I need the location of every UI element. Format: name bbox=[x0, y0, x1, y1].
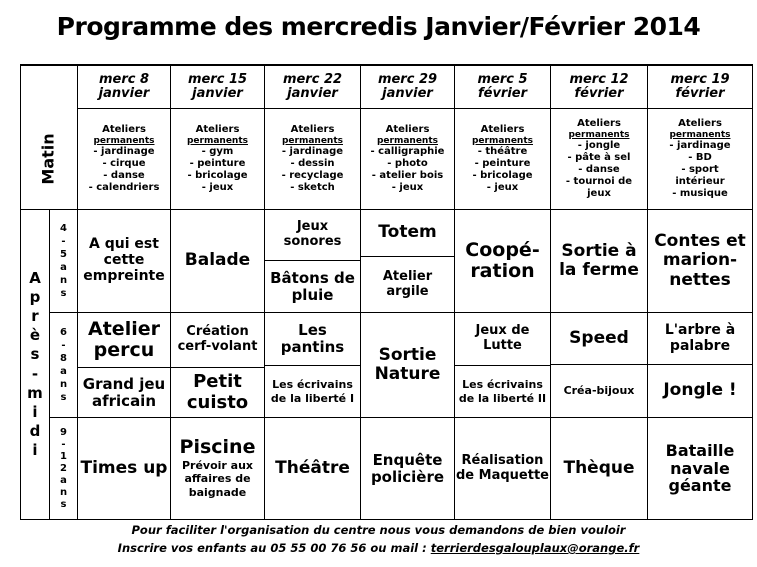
age-label-6-8 bbox=[50, 313, 77, 417]
label-char: a bbox=[60, 474, 67, 486]
header-day: merc 15 bbox=[187, 72, 248, 88]
activity-item: - dessin bbox=[290, 158, 335, 170]
activity-cell: Times up bbox=[80, 457, 168, 478]
label-char: - bbox=[31, 364, 39, 383]
activity-cell: Les pantins bbox=[280, 321, 345, 356]
activity-note: Prévoir aux affaires de baignade bbox=[181, 458, 254, 499]
activity-cell: Totem bbox=[378, 222, 437, 243]
activity-cell: Les écrivains de la liberté I bbox=[270, 378, 355, 405]
activity-title: Piscine bbox=[179, 436, 256, 459]
activity-item: - peinture bbox=[474, 158, 531, 170]
permanents-label: permanents bbox=[281, 135, 343, 146]
activity-item: - jeux bbox=[391, 182, 424, 194]
column-header bbox=[361, 66, 454, 108]
ateliers-label: Ateliers bbox=[678, 117, 722, 129]
label-char: è bbox=[29, 326, 41, 345]
grid-line bbox=[752, 64, 753, 520]
activity-cell: Jeux de Lutte bbox=[475, 323, 530, 353]
activity-cell: L'arbre à palabre bbox=[664, 321, 736, 354]
age-label-9-12 bbox=[50, 418, 77, 519]
activity-cell: Enquête policière bbox=[370, 450, 445, 486]
activity-item: - cirque bbox=[102, 158, 146, 170]
label-char: d bbox=[29, 422, 41, 441]
header-day: merc 5 bbox=[477, 72, 528, 88]
label-char: s bbox=[60, 498, 67, 510]
activity-cell: Bâtons de pluie bbox=[270, 268, 355, 304]
label-char: - bbox=[61, 340, 66, 351]
activity-item: - gym bbox=[201, 146, 234, 158]
label-char: A bbox=[29, 268, 41, 287]
label-char: - bbox=[61, 236, 66, 247]
ateliers-label: Ateliers bbox=[480, 123, 525, 135]
activity-item: - sketch bbox=[290, 182, 335, 194]
label-char: s bbox=[30, 345, 40, 364]
activity-item: - danse bbox=[103, 170, 145, 182]
activity-cell: Contes et marion-nettes bbox=[654, 231, 746, 290]
header-month: février bbox=[675, 86, 725, 101]
matin-cell bbox=[171, 109, 264, 209]
activity-cell: Balade bbox=[184, 250, 251, 271]
matin-cell bbox=[648, 109, 752, 209]
activity-item: - théâtre bbox=[477, 146, 528, 158]
activity-cell: Théâtre bbox=[275, 457, 350, 478]
matin-cell bbox=[455, 109, 550, 209]
label-char: 4 bbox=[60, 223, 67, 234]
activity-item: intérieur bbox=[675, 176, 725, 188]
email-link[interactable]: terrierdesgalouplaux@orange.fr bbox=[430, 541, 640, 555]
label-char: i bbox=[32, 441, 38, 460]
column-header bbox=[78, 66, 170, 108]
header-month: janvier bbox=[192, 86, 243, 101]
activity-cell: Coopé-ration bbox=[465, 238, 540, 282]
label-char: n bbox=[59, 275, 68, 286]
label-char: i bbox=[32, 402, 38, 421]
activity-cell: Petit cuisto bbox=[186, 371, 249, 413]
age-label-4-5 bbox=[50, 210, 77, 312]
grid-line bbox=[20, 519, 753, 520]
activity-cell: Sortie Nature bbox=[374, 344, 441, 384]
activity-cell: Création cerf-volant bbox=[177, 324, 258, 354]
activity-item: - calendriers bbox=[88, 182, 160, 194]
activity-cell bbox=[171, 418, 264, 519]
page-title: Programme des mercredis Janvier/Février 2014 bbox=[56, 12, 701, 41]
label-char: m bbox=[27, 383, 43, 402]
ateliers-label: Ateliers bbox=[195, 123, 240, 135]
matin-cell bbox=[265, 109, 360, 209]
matin-label bbox=[21, 109, 77, 209]
activity-cell: Les écrivains de la liberté II bbox=[458, 378, 547, 405]
ateliers-label: Ateliers bbox=[385, 123, 430, 135]
header-month: janvier bbox=[382, 86, 433, 101]
activity-item: - musique bbox=[672, 188, 728, 200]
apres-midi-label bbox=[21, 210, 49, 519]
activity-cell: A qui est cette empreinte bbox=[83, 236, 165, 284]
column-header bbox=[265, 66, 360, 108]
activity-item: - jardinage bbox=[93, 146, 155, 158]
ateliers-label: Ateliers bbox=[577, 117, 621, 129]
permanents-label: permanents bbox=[568, 129, 630, 140]
permanents-label: permanents bbox=[376, 135, 438, 146]
activity-item: jeux bbox=[587, 188, 611, 200]
label-char: 8 bbox=[60, 353, 67, 364]
activity-item: - tournoi de bbox=[565, 176, 633, 188]
activity-cell: Sortie à la ferme bbox=[559, 240, 639, 280]
label-char: a bbox=[60, 262, 67, 273]
label-char: - bbox=[61, 438, 66, 450]
ateliers-label: Ateliers bbox=[290, 123, 335, 135]
ateliers-label: Ateliers bbox=[102, 123, 146, 135]
label-char: 2 bbox=[60, 462, 67, 474]
permanents-label: permanents bbox=[93, 135, 155, 146]
label-char: 5 bbox=[60, 249, 67, 260]
activity-item: - bricolage bbox=[472, 170, 533, 182]
activity-item: - sport bbox=[681, 164, 719, 176]
footer-phone-text: Inscrire vos enfants au 05 55 00 76 56 ou mail : bbox=[117, 541, 431, 555]
activity-item: - jongle bbox=[577, 140, 621, 152]
permanents-label: permanents bbox=[471, 135, 533, 146]
header-day: merc 8 bbox=[98, 72, 150, 88]
header-day: merc 19 bbox=[670, 72, 730, 88]
activity-item: - jeux bbox=[201, 182, 234, 194]
label-char: s bbox=[60, 392, 67, 403]
activity-cell: Réalisation de Maquette bbox=[456, 452, 549, 483]
activity-cell: Atelier percu bbox=[88, 317, 160, 361]
column-header bbox=[455, 66, 550, 108]
header-day: merc 22 bbox=[282, 72, 343, 88]
activity-item: - BD bbox=[688, 152, 712, 164]
activity-item: - peinture bbox=[189, 158, 246, 170]
label-char: 6 bbox=[60, 327, 67, 338]
header-month: janvier bbox=[287, 86, 338, 101]
footer-line-1: Pour faciliter l'organisation du centre nous vous demandons de bien vouloir bbox=[131, 523, 626, 537]
label-char: n bbox=[59, 379, 68, 390]
matin-cell bbox=[361, 109, 454, 209]
activity-item: - recyclage bbox=[281, 170, 344, 182]
permanents-label: permanents bbox=[186, 135, 248, 146]
column-header bbox=[648, 66, 752, 108]
label-char: r bbox=[31, 306, 39, 325]
header-day: merc 12 bbox=[569, 72, 629, 88]
header-month: janvier bbox=[98, 86, 150, 101]
header-month: février bbox=[574, 86, 624, 101]
label-char: 9 bbox=[60, 426, 67, 438]
activity-item: - jeux bbox=[486, 182, 519, 194]
label-char: s bbox=[60, 288, 67, 299]
matin-cell bbox=[78, 109, 170, 209]
header-month: février bbox=[477, 86, 528, 101]
activity-cell: Créa-bijoux bbox=[563, 384, 635, 398]
activity-cell: Jeux sonores bbox=[283, 219, 342, 249]
activity-item: - atelier bois bbox=[371, 170, 444, 182]
activity-item: - jardinage bbox=[281, 146, 344, 158]
permanents-label: permanents bbox=[669, 129, 731, 140]
activity-item: - danse bbox=[578, 164, 620, 176]
label-char: 1 bbox=[60, 450, 67, 462]
activity-item: - bricolage bbox=[187, 170, 248, 182]
label-char: n bbox=[59, 486, 68, 498]
activity-item: - calligraphie bbox=[370, 146, 445, 158]
label-char: p bbox=[29, 287, 41, 306]
footer-line-2 bbox=[0, 541, 757, 555]
activity-cell: Speed bbox=[569, 327, 629, 348]
activity-cell: Thèque bbox=[563, 457, 635, 478]
activity-cell: Atelier argile bbox=[382, 268, 433, 299]
header-day: merc 29 bbox=[377, 72, 438, 88]
column-header bbox=[551, 66, 647, 108]
column-header bbox=[171, 66, 264, 108]
activity-item: - photo bbox=[387, 158, 428, 170]
matin-label-text: Matin bbox=[39, 133, 59, 185]
matin-cell bbox=[551, 109, 647, 209]
activity-cell: Jongle ! bbox=[663, 380, 737, 401]
label-char: a bbox=[60, 366, 67, 377]
activity-item: - jardinage bbox=[669, 140, 731, 152]
activity-item: - pâte à sel bbox=[567, 152, 631, 164]
activity-cell: Bataille navale géante bbox=[665, 440, 735, 496]
activity-cell: Grand jeu africain bbox=[82, 374, 166, 410]
